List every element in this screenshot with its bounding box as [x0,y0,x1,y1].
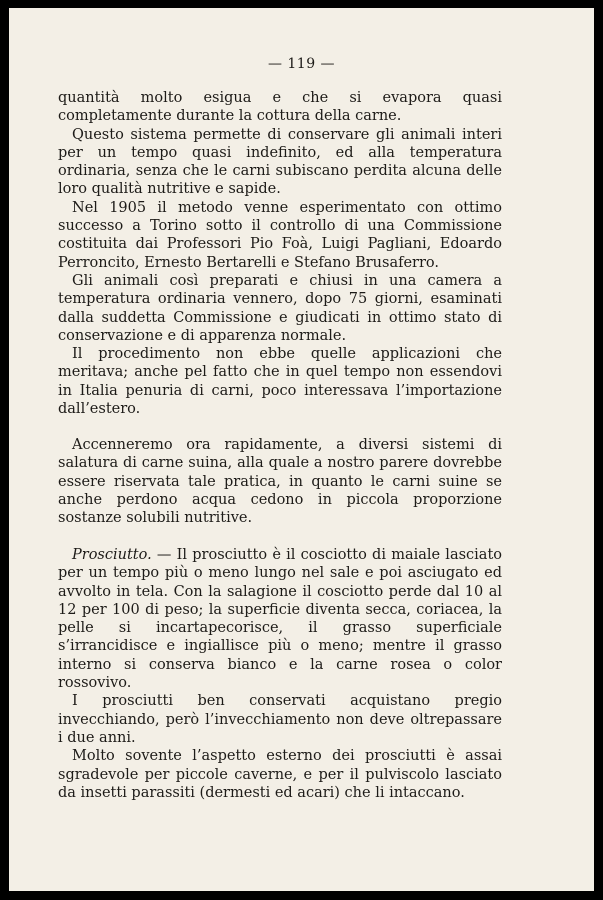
section-heading-prosciutto: Prosciutto. [72,547,152,563]
paragraph-1905-experiment: Nel 1905 il metodo venne esperimentato con ottimo successo a Torino sotto il controllo di una Commissione costituita dai Professori Pio Foà, Luigi Pagliani, Edoardo Perroncito, Ernesto Bertarelli e Stefano Brusaferro. [58,199,502,271]
text-block-conservation [58,89,502,418]
paragraph-prosciutto-definition [58,546,502,692]
text-block-prosciutto [58,546,502,802]
paragraph-continuation: quantità molto esigua e che si evapora quasi completamente durante la cottura della carne. [58,90,502,125]
paragraph-system: Questo sistema permette di conservare gli animali interi per un tempo quasi indefinito, ed alla temperatura ordinaria, senza che le carni subiscano perdita alcuna delle loro qualità nutritive e sapide. [58,126,502,198]
paragraph-aging: I prosciutti ben conservati acquistano pregio invecchiando, però l’invecchiamento non deve oltrepassare i due anni. [58,693,502,746]
paragraph-salting-intro: Accenneremo ora rapidamente, a diversi sistemi di salatura di carne suina, alla quale a nostro parere dovrebbe essere riservata tale pratica, in quanto le carni suine se anche perdono acqua cedono in piccola proporzione sostanze solubili nutritive. [58,437,502,527]
text-block-salting [58,436,502,527]
paragraph-applications: Il procedimento non ebbe quelle applicazioni che meritava; anche pel fatto che in quel tempo non essendovi in Italia penuria di carni, poco interessava l’importazione dall’estero. [58,346,502,418]
paragraph-parasites: Molto sovente l’aspetto esterno dei prosciutti è assai sgradevole per piccole caverne, e per il pulviscolo lasciato da insetti parassiti (dermesti ed acari) che li intaccano. [58,748,502,801]
paragraph-prosciutto-body: — Il prosciutto è il cosciotto di maiale lasciato per un tempo più o meno lungo nel sale e poi asciugato ed avvolto in tela. Con la salagione il cosciotto perde dal 10 al 12 per 100 di peso; la superficie diventa secca, coriacea, la pelle si incartapecorisce, il grasso superficiale s’irrancidisce e ingiallisce più o meno; mentre il grasso interno si conserva bianco e la carne rosea o color rossovivo. [58,547,502,692]
page-number: — 119 — [267,56,336,72]
book-page [9,8,594,891]
paragraph-results: Gli animali così preparati e chiusi in una camera a temperatura ordinaria vennero, dopo 75 giorni, esaminati dalla suddetta Commissione e giudicati in ottimo stato di conservazione e di apparenza normale. [58,272,502,344]
